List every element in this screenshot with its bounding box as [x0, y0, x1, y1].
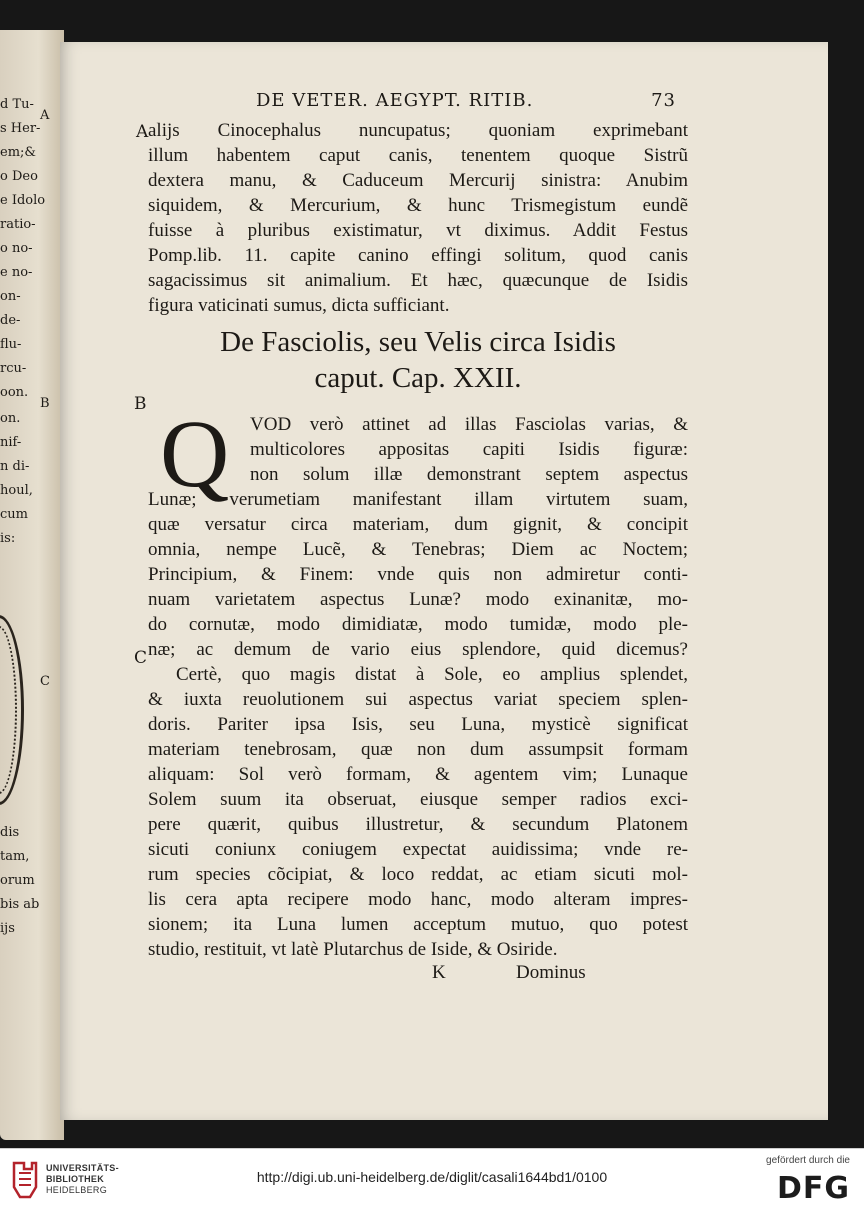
text-line: quæ versatur circa materiam, dum gignit, & concipit — [148, 514, 688, 535]
left-page-fragment: ratio- — [0, 217, 36, 232]
dfg-logo[interactable]: DFG — [776, 1171, 850, 1206]
left-page-fragment: ijs — [0, 921, 15, 936]
text-line: doris. Pariter ipsa Isis, seu Luna, mysticè significat — [148, 714, 688, 735]
left-page-fragment: is: — [0, 531, 16, 546]
text-line: nuam varietatem aspectus Lunæ? modo exinanitæ, mo- — [148, 589, 688, 610]
text-line: do cornutæ, modo dimidiatæ, modo tumidæ, modo ple- — [148, 614, 688, 635]
text-line: illum habentem caput canis, tenentem quoque Sistrũ — [148, 145, 688, 166]
left-page-fragment: rcu- — [0, 361, 27, 376]
text-line: & iuxta reuolutionem sui aspectus variat speciem splen- — [148, 689, 688, 710]
text-line: rum species cõcipiat, & loco reddat, ac etiam sicuti mol- — [148, 864, 688, 885]
left-page-fragment: on. — [0, 411, 21, 426]
running-title: DE VETER. AEGYPT. RITIB. — [256, 90, 534, 111]
text-line: Lunæ; verumetiam manifestant illam virtutem suam, — [148, 489, 688, 510]
previous-page-edge — [0, 30, 64, 1140]
running-header — [256, 90, 676, 114]
text-line: sicuti coniunx coniugem expectat auidissima; vnde re- — [148, 839, 688, 860]
left-page-margin-letter: A — [40, 108, 50, 123]
page-number: 73 — [651, 90, 676, 111]
margin-letter-a: A — [136, 122, 149, 142]
left-page-margin-letter: C — [40, 674, 50, 689]
left-page-fragment: n di- — [0, 459, 30, 474]
left-page-fragment: o no- — [0, 241, 33, 256]
text-line: alijs Cinocephalus nuncupatus; quoniam exprimebant — [148, 120, 688, 141]
left-page-fragment: dis — [0, 825, 20, 840]
margin-letter-c: C — [134, 648, 148, 668]
left-page-fragment: houl, — [0, 483, 33, 498]
catchword: Dominus — [516, 962, 586, 983]
text-line: fuisse à pluribus existimatur, vt diximus. Addit Festus — [148, 220, 688, 241]
left-page-fragment: s Her- — [0, 121, 41, 136]
text-line: dextera manu, & Caduceum Mercurij sinistra: Anubim — [148, 170, 688, 191]
text-line: multicolores appositas capiti Isidis figuræ: — [250, 439, 688, 460]
text-line: sionem; ita Luna lumen acceptum mutuo, quo potest — [148, 914, 688, 935]
text-line: siquidem, & Mercurium, & hunc Trismegistum eundẽ — [148, 195, 688, 216]
left-page-fragment: e no- — [0, 265, 33, 280]
text-line: non solum illæ demonstrant septem aspectus — [250, 464, 688, 485]
left-page-fragment: o Deo — [0, 169, 38, 184]
left-page-fragment: e Idolo — [0, 193, 46, 208]
chapter-title: De Fasciolis, seu Velis circa Isidis — [220, 326, 616, 358]
library-line: HEIDELBERG — [46, 1185, 108, 1195]
left-page-margin-letter: B — [40, 396, 50, 411]
library-line: UNIVERSITÄTS- — [46, 1163, 119, 1173]
drop-cap: Q — [160, 400, 230, 507]
left-page-fragment: bis ab — [0, 897, 40, 912]
text-line: Pomp.lib. 11. capite canino effingi solitum, quod canis — [148, 245, 688, 266]
left-page-fragment: de- — [0, 313, 21, 328]
sponsor-note: gefördert durch die — [766, 1155, 850, 1166]
permalink-url[interactable]: http://digi.ub.uni-heidelberg.de/diglit/casali1644bd1/0100 — [256, 1169, 608, 1185]
library-line: BIBLIOTHEK — [46, 1174, 104, 1184]
left-page-fragment: on- — [0, 289, 21, 304]
book-page — [60, 42, 828, 1120]
signature-mark: K — [432, 962, 446, 983]
engraving-fragment — [0, 615, 24, 805]
text-line: Solem suum ita obseruat, eiusque semper radios exci- — [148, 789, 688, 810]
margin-letter-b: B — [134, 394, 147, 414]
text-line: VOD verò attinet ad illas Fasciolas varias, & — [250, 414, 688, 435]
footer-bar — [0, 1148, 864, 1210]
text-line: materiam tenebrosam, quæ non dum assumpsit formam — [148, 739, 688, 760]
left-page-fragment: d Tu- — [0, 97, 34, 112]
left-page-fragment: orum — [0, 873, 35, 888]
text-line: studio, restituit, vt latè Plutarchus de Iside, & Osiride. — [148, 939, 558, 960]
text-line: figura vaticinati sumus, dicta sufficiant. — [148, 295, 450, 316]
left-page-fragment: cum — [0, 507, 28, 522]
text-line: aliquam: Sol verò formam, & agentem vim; Lunaque — [148, 764, 688, 785]
text-line: Certè, quo magis distat à Sole, eo amplius splendet, — [176, 664, 688, 685]
text-line: omnia, nempe Lucẽ, & Tenebras; Diem ac Noctem; — [148, 539, 688, 560]
chapter-subtitle: caput. Cap. XXII. — [314, 362, 522, 394]
left-page-fragment: tam, — [0, 849, 30, 864]
left-page-fragment: em;& — [0, 145, 36, 160]
text-line: næ; ac demum de vario eius splendore, quid dicemus? — [148, 639, 688, 660]
text-line: sagacissimus sit animalium. Et hæc, quæcunque de Isidis — [148, 270, 688, 291]
left-page-fragment: nif- — [0, 435, 22, 450]
left-page-fragment: oon. — [0, 385, 29, 400]
left-page-fragment: flu- — [0, 337, 22, 352]
text-line: Principium, & Finem: vnde quis non admiretur conti- — [148, 564, 688, 585]
text-line: lis cera apta recipere modo hanc, modo alteram impres- — [148, 889, 688, 910]
text-line: pere quærit, quibus illustretur, & secundum Platonem — [148, 814, 688, 835]
